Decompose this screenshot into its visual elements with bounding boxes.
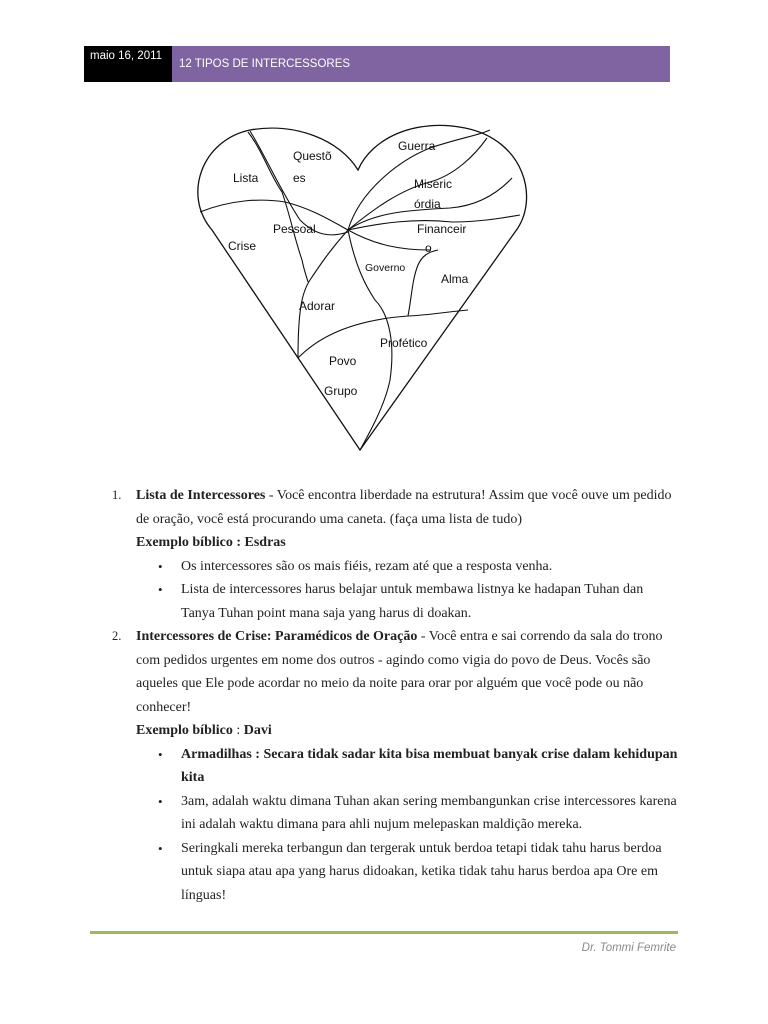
list-item-2	[0, 625, 768, 719]
bullet-text: Os intercessores são os mais fiéis, rezam até que a resposta venha.	[181, 558, 553, 574]
content	[0, 484, 768, 907]
label-guerra: Guerra	[398, 139, 436, 153]
example-value: Davi	[243, 723, 272, 738]
label-financeiro-1: Financeir	[417, 222, 467, 236]
bullet-item	[0, 743, 768, 790]
label-misericordia-2: órdia	[414, 197, 441, 211]
list-item-1	[0, 484, 768, 531]
label-questoes-1: Questõ	[293, 149, 332, 163]
item-text: - Você entra e sai correndo da sala do trono com pedidos urgentes em nome dos outros - agindo como vigia do povo de Deus. Vocês são aqueles que Ele pode acordar no meio da noite para orar por alguém que você pode ou não conhecer!	[136, 629, 663, 715]
heart-labels	[228, 139, 469, 398]
label-alma: Alma	[441, 272, 469, 286]
bullet-text: Armadilhas : Secara tidak sadar kita bisa membuat banyak crise dalam kehidupan kita	[181, 746, 678, 785]
bullet-icon: •	[158, 840, 163, 856]
label-crise: Crise	[228, 239, 257, 253]
example-line	[0, 719, 768, 743]
footer-author: Dr. Tommi Femrite	[581, 942, 676, 954]
example-sep: :	[232, 723, 244, 738]
item-number: 1.	[112, 488, 122, 502]
bullet-text: Seringkali mereka terbangun dan tergerak untuk berdoa tetapi tidak tahu harus berdoa untuk siapa atau apa yang harus didoakan, ketika tidak tahu harus berdoa apa Ore em línguas!	[181, 840, 662, 903]
bullet-text: 3am, adalah waktu dimana Tuhan akan sering membangunkan crise intercessores karena ini adalah waktu dimana para ahli nujum melepaskan maldição mereka.	[181, 793, 677, 832]
label-adorar: Adorar	[299, 299, 336, 313]
bullet-item	[0, 555, 768, 579]
example-line	[0, 531, 768, 555]
label-questoes-2: es	[293, 171, 306, 185]
bullet-item	[0, 837, 768, 908]
label-lista: Lista	[233, 171, 259, 185]
heart-diagram	[190, 120, 535, 460]
bullet-item	[0, 790, 768, 837]
label-povo: Povo	[329, 354, 357, 368]
item-number: 2.	[112, 629, 122, 643]
bullet-icon: •	[158, 793, 163, 809]
bullet-text: Lista de intercessores harus belajar untuk membawa listnya ke hadapan Tuhan dan Tanya Tuhan point mana saja yang harus di doakan.	[181, 582, 644, 621]
item-text: - Você encontra liberdade na estrutura! Assim que você ouve um pedido de oração, você está procurando uma caneta. (faça uma lista de tudo)	[136, 488, 672, 527]
bullet-icon: •	[158, 582, 163, 597]
header-title: 12 TIPOS DE INTERCESSORES	[172, 46, 670, 82]
label-profetico: Profético	[380, 336, 428, 350]
label-pessoal: Pessoal	[273, 222, 316, 236]
header-date: maio 16, 2011	[84, 46, 172, 82]
example-label: Exemplo bíblico	[136, 723, 233, 738]
bullet-item	[0, 578, 768, 625]
label-financeiro-2: o	[425, 241, 432, 255]
item-title: Intercessores de Crise: Paramédicos de Oração	[136, 629, 418, 644]
footer-rule	[90, 931, 678, 934]
label-misericordia-1: Miseric	[414, 177, 452, 191]
bullet-icon: •	[158, 558, 163, 574]
example-label: Exemplo bíblico : Esdras	[136, 535, 286, 550]
label-grupo: Grupo	[324, 384, 358, 398]
label-governo: Governo	[365, 262, 406, 274]
bullet-icon: •	[158, 746, 163, 762]
item-title: Lista de Intercessores	[136, 488, 266, 503]
